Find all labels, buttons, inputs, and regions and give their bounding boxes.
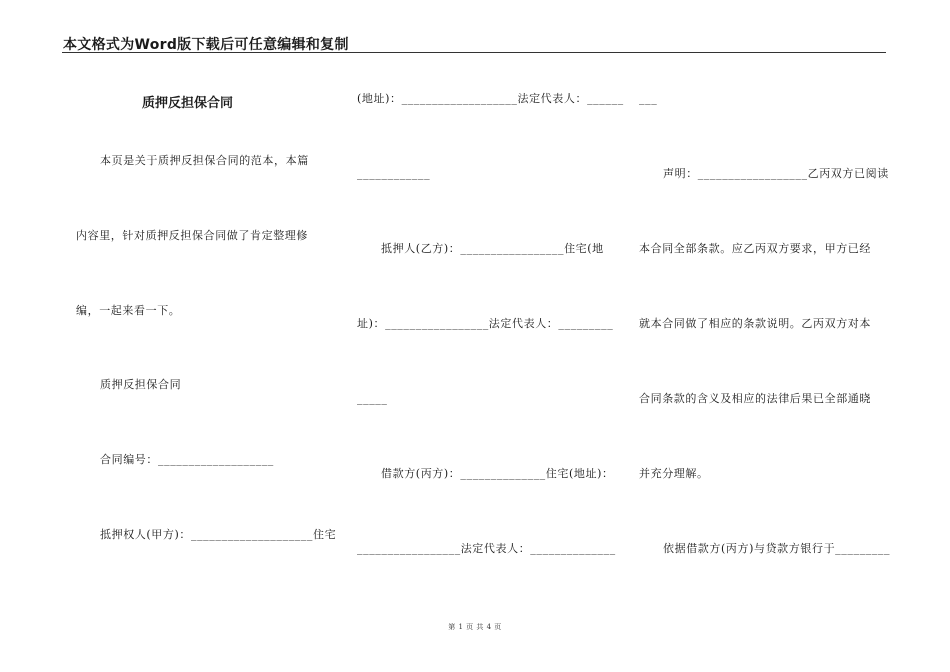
paragraph-line: 内容里，针对质押反担保合同做了肯定整理修 <box>76 229 308 242</box>
text-column-1 <box>62 0 337 672</box>
paragraph-line: 就本合同做了相应的条款说明。乙丙双方对本 <box>639 317 871 330</box>
paragraph-line: 本合同全部条款。应乙丙双方要求，甲方已经 <box>639 242 871 255</box>
document-title: 质押反担保合同 <box>142 96 234 111</box>
page-indicator: 第 1 页 共 4 页 <box>448 623 502 631</box>
text-column-2 <box>357 0 624 672</box>
contract-number-line: 合同编号：___________________ <box>100 453 274 466</box>
paragraph-line: 依据借款方(丙方)与贷款方银行于_________ <box>663 542 891 555</box>
paragraph-line: 编，一起来看一下。 <box>76 304 181 317</box>
paragraph-line: _____ <box>357 392 388 405</box>
party-c-line: 借款方(丙方)：______________住宅(地址)： <box>381 467 614 480</box>
paragraph-line: 址)：_________________法定代表人：_________ <box>357 317 614 330</box>
party-a-line: 抵押权人(甲方)：____________________住宅 <box>100 528 337 541</box>
paragraph-line: (地址)：___________________法定代表人：______ <box>357 92 624 105</box>
paragraph-line: 本页是关于质押反担保合同的范本，本篇 <box>100 154 309 167</box>
header-title: 本文格式为Word版下载后可任意编辑和复制 <box>63 37 349 53</box>
paragraph-line: _________________法定代表人：______________ <box>357 542 616 555</box>
paragraph-line: 质押反担保合同 <box>100 378 182 391</box>
statement-line: 声明：__________________乙丙双方已阅读 <box>663 167 889 180</box>
text-column-3 <box>639 0 889 672</box>
paragraph-line: 并充分理解。 <box>639 467 709 480</box>
party-b-line: 抵押人(乙方)：_________________住宅(地 <box>381 242 604 255</box>
paragraph-line: ___ <box>639 92 658 105</box>
paragraph-line: 合同条款的含义及相应的法律后果已全部通晓 <box>639 392 871 405</box>
paragraph-line: ____________ <box>357 167 431 180</box>
